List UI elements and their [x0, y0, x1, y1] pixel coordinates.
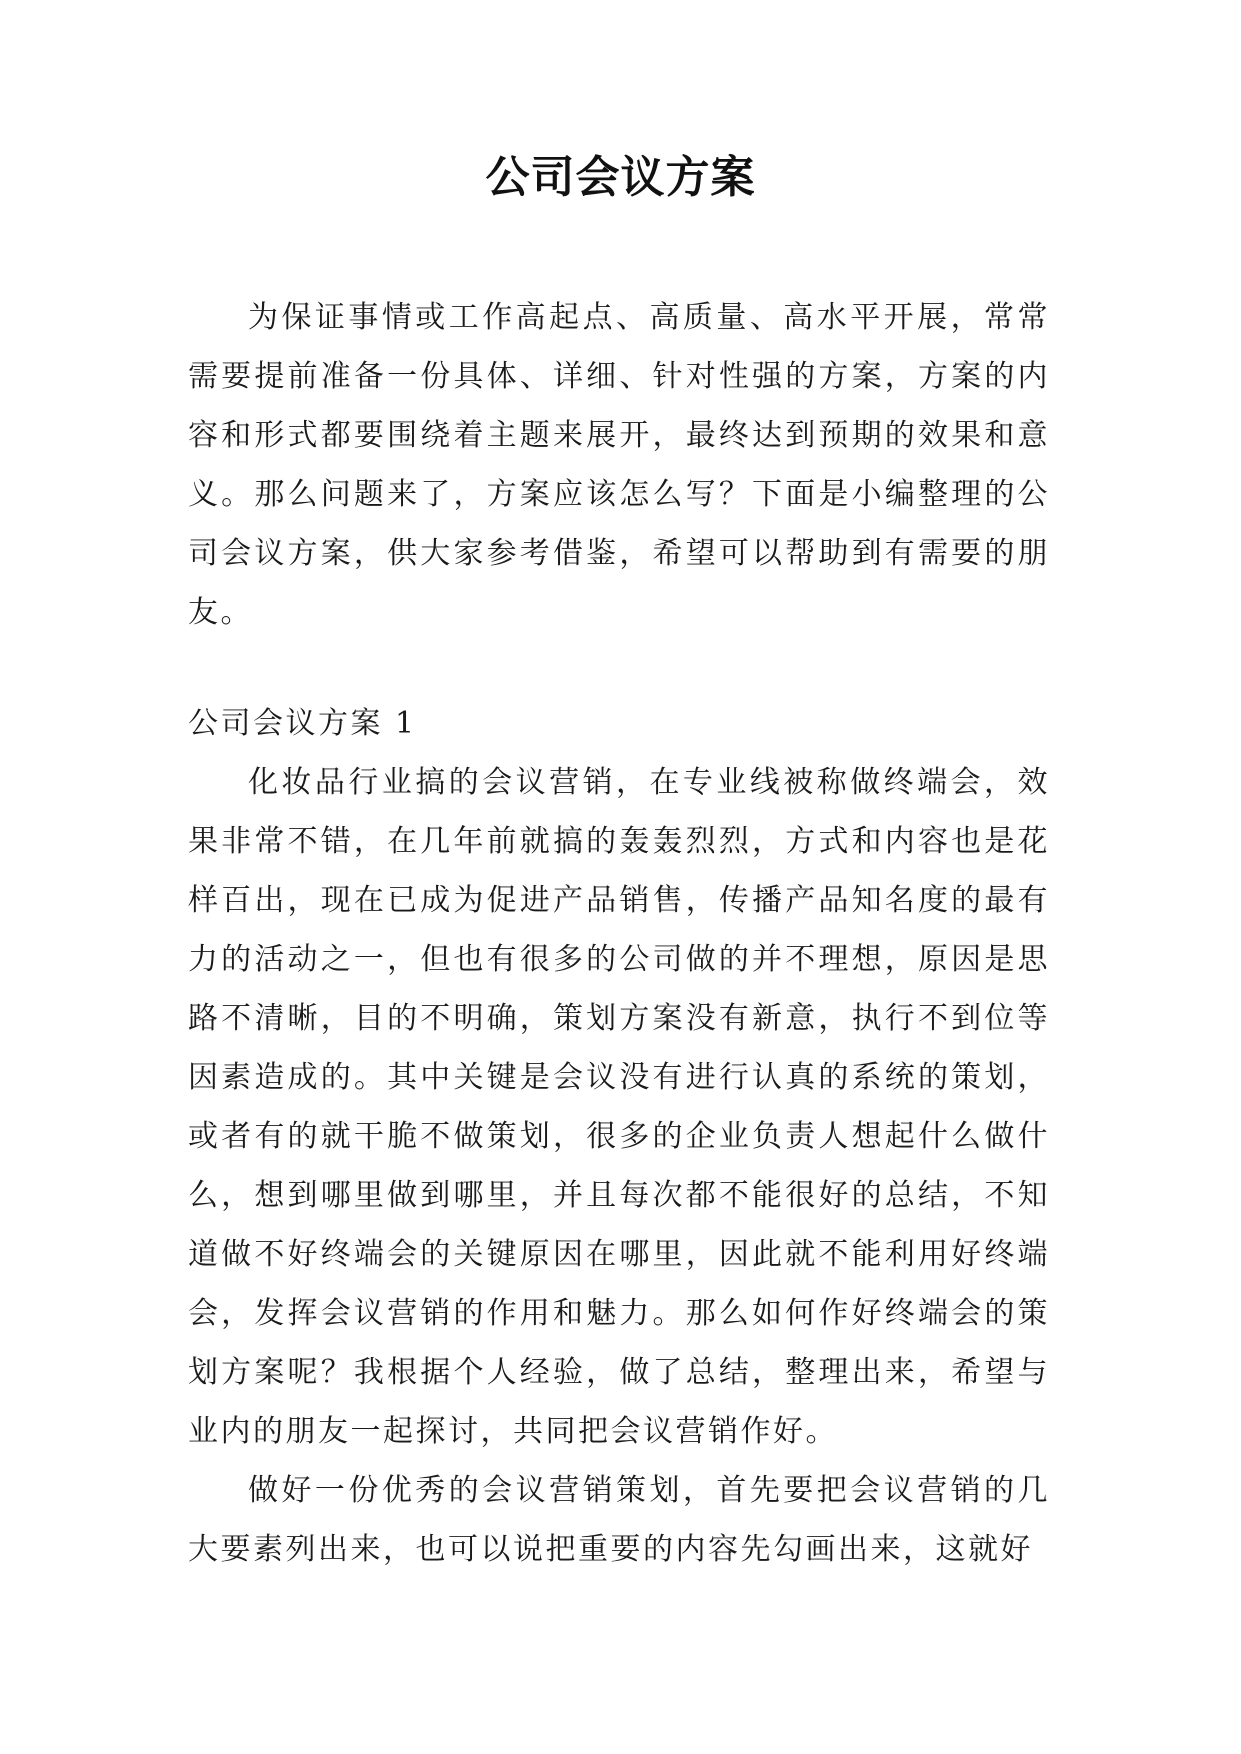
intro-paragraph: 为保证事情或工作高起点、高质量、高水平开展，常常需要提前准备一份具体、详细、针对性强的方案，方案的内容和形式都要围绕着主题来展开，最终达到预期的效果和意义。那么问题来了，方案应该怎么写？下面是小编整理的公司会议方案，供大家参考借鉴，希望可以帮助到有需要的朋友。 — [188, 300, 1050, 630]
body-paragraph: 化妆品行业搞的会议营销，在专业线被称做终端会，效果非常不错，在几年前就搞的轰轰烈烈，方式和内容也是花样百出，现在已成为促进产品销售，传播产品知名度的最有力的活动之一，但也有很多的公司做的并不理想，原因是思路不清晰，目的不明确，策划方案没有新意，执行不到位等因素造成的。其中关键是会议没有进行认真的系统的策划，或者有的就干脆不做策划，很多的企业负责人想起什么做什么，想到哪里做到哪里，并且每次都不能很好的总结，不知道做不好终端会的关键原因在哪里，因此就不能利用好终端会，发挥会议营销的作用和魅力。那么如何作好终端会的策划方案呢？我根据个人经验，做了总结，整理出来，希望与业内的朋友一起探讨，共同把会议营销作好。 — [188, 765, 1050, 1449]
document-title: 公司会议方案 — [485, 152, 756, 203]
intro-section — [188, 288, 1050, 642]
section-body — [188, 753, 1050, 1579]
section-heading: 公司会议方案 1 — [188, 706, 417, 741]
body-paragraph: 做好一份优秀的会议营销策划，首先要把会议营销的几大要素列出来，也可以说把重要的内容先勾画出来，这就好 — [188, 1473, 1050, 1567]
